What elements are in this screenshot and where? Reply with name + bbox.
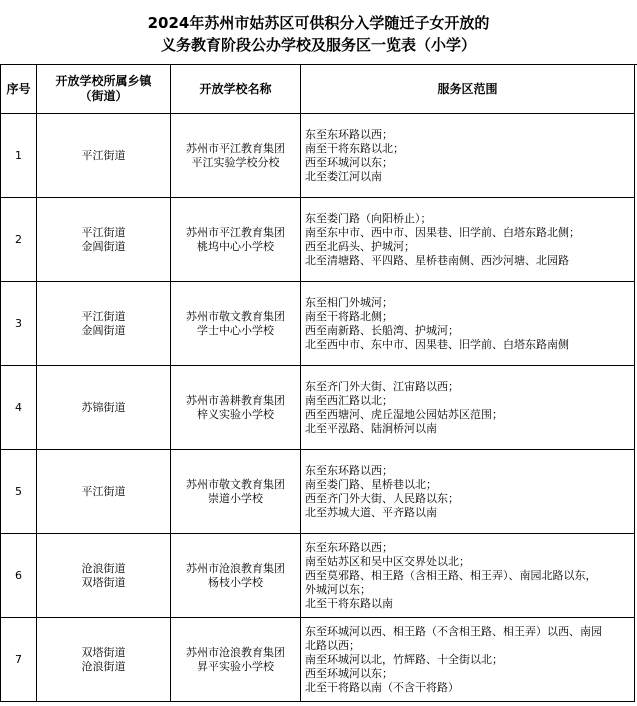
row-street xyxy=(37,450,171,534)
service-area-line: 东至环城河以西、相王路（不含相王路、相王弄）以西、南园 xyxy=(305,624,602,638)
school-name-line: 学士中心小学校 xyxy=(197,323,274,337)
row-index: 5 xyxy=(1,450,37,534)
row-index: 4 xyxy=(1,366,37,450)
service-area-line: 东至相门外城河； xyxy=(305,295,393,309)
row-street xyxy=(37,618,171,702)
service-area-line: 南至环城河以北，竹辉路、十全街以北； xyxy=(305,652,503,666)
school-name-line: 桃坞中心小学校 xyxy=(197,239,274,253)
table-row xyxy=(1,366,635,450)
header-index: 序号 xyxy=(1,65,37,114)
service-area-line: 西至北码头、护城河； xyxy=(305,239,415,253)
service-area-line: 北至干将路以南（不含干将路） xyxy=(305,680,459,694)
row-index: 7 xyxy=(1,618,37,702)
school-name-line: 平江实验学校分校 xyxy=(191,155,280,169)
table-row xyxy=(1,198,635,282)
header-street-label: 开放学校所属乡镇（街道） xyxy=(55,74,152,103)
school-name-line: 苏州市沧浪教育集团 xyxy=(186,645,285,659)
title-line-2: 义务教育阶段公办学校及服务区一览表（小学） xyxy=(160,36,476,54)
row-service-area xyxy=(301,114,635,198)
street-name: 平江街道 xyxy=(81,148,126,162)
row-service-area xyxy=(301,618,635,702)
service-area-line: 南至干将东路以北； xyxy=(305,141,404,155)
school-name-line: 苏州市平江教育集团 xyxy=(186,141,285,155)
row-street xyxy=(37,198,171,282)
header-row xyxy=(1,65,635,114)
school-table xyxy=(0,64,635,702)
service-area-line: 北至苏城大道、平齐路以南 xyxy=(305,505,437,519)
street-name: 金阊街道 xyxy=(81,323,126,337)
row-service-area xyxy=(301,282,635,366)
service-area-line: 北至西中市、东中市、因果巷、旧学前、白塔东路南侧 xyxy=(305,337,569,351)
service-area-line: 南至西汇路以北； xyxy=(305,393,393,407)
service-area-line: 东至娄门路（向阳桥止）； xyxy=(305,211,432,225)
service-area-line: 东至东环路以西； xyxy=(305,540,393,554)
service-area-line: 西至环城河以东； xyxy=(305,666,393,680)
school-name-line: 崇道小学校 xyxy=(208,491,263,505)
row-index: 1 xyxy=(1,114,37,198)
service-area-line: 北至娄江河以南 xyxy=(305,169,382,183)
row-school xyxy=(171,198,301,282)
row-service-area xyxy=(301,366,635,450)
title-line-1: 2024年苏州市姑苏区可供积分入学随迁子女开放的 xyxy=(147,14,490,32)
row-street xyxy=(37,114,171,198)
street-name: 沧浪街道 xyxy=(81,659,126,673)
school-name-line: 苏州市敬文教育集团 xyxy=(186,477,285,491)
street-name: 金阊街道 xyxy=(81,239,126,253)
service-area-line: 南至东中市、西中市、因果巷、旧学前、白塔东路北侧； xyxy=(305,225,580,239)
row-service-area xyxy=(301,198,635,282)
service-area-line: 北至清塘路、平四路、星桥巷南侧、西沙河塘、北园路 xyxy=(305,253,569,267)
service-area-line: 北至干将东路以南 xyxy=(305,596,393,610)
table-row xyxy=(1,450,635,534)
service-area-line: 西至环城河以东； xyxy=(305,155,393,169)
service-area-line: 南至姑苏区和吴中区交界处以北； xyxy=(305,554,470,568)
street-name: 双塔街道 xyxy=(81,575,126,589)
row-service-area xyxy=(301,450,635,534)
school-name-line: 苏州市善耕教育集团 xyxy=(186,393,285,407)
service-area-line: 东至齐门外大街、江宙路以西； xyxy=(305,379,459,393)
table-title xyxy=(0,0,637,65)
header-area: 服务区范围 xyxy=(301,65,635,114)
street-name: 平江街道 xyxy=(81,225,126,239)
header-street xyxy=(37,65,171,114)
school-name-line: 苏州市平江教育集团 xyxy=(186,225,285,239)
table-row xyxy=(1,114,635,198)
school-name-line: 杨枝小学校 xyxy=(208,575,263,589)
street-name: 平江街道 xyxy=(81,309,126,323)
service-area-line: 西至齐门外大街、人民路以东； xyxy=(305,491,459,505)
service-area-line: 北至平泓路、陆涧桥河以南 xyxy=(305,421,437,435)
service-area-line: 西至莫邪路、相王路（含相王路、相王弄）、南园北路以东， xyxy=(305,568,597,582)
street-name: 平江街道 xyxy=(81,484,126,498)
row-school xyxy=(171,282,301,366)
school-name-line: 梓义实验小学校 xyxy=(197,407,274,421)
row-service-area xyxy=(301,534,635,618)
table-row xyxy=(1,534,635,618)
service-area-line: 外城河以东； xyxy=(305,582,371,596)
street-name: 双塔街道 xyxy=(81,645,126,659)
table-row xyxy=(1,282,635,366)
service-area-line: 南至娄门路、星桥巷以北； xyxy=(305,477,437,491)
header-school: 开放学校名称 xyxy=(171,65,301,114)
service-area-line: 西至南新路、长船湾、护城河； xyxy=(305,323,459,337)
street-name: 苏锦街道 xyxy=(81,400,126,414)
row-school xyxy=(171,534,301,618)
school-name-line: 苏州市敬文教育集团 xyxy=(186,309,285,323)
row-school xyxy=(171,114,301,198)
row-street xyxy=(37,282,171,366)
row-index: 3 xyxy=(1,282,37,366)
row-street xyxy=(37,534,171,618)
row-index: 6 xyxy=(1,534,37,618)
street-name: 沧浪街道 xyxy=(81,561,126,575)
school-name-line: 苏州市沧浪教育集团 xyxy=(186,561,285,575)
row-school xyxy=(171,366,301,450)
service-area-line: 北路以西； xyxy=(305,638,360,652)
row-school xyxy=(171,618,301,702)
school-name-line: 昇平实验小学校 xyxy=(197,659,274,673)
table-row xyxy=(1,618,635,702)
service-area-line: 西至西塘河、虎丘湿地公园姑苏区范围； xyxy=(305,407,503,421)
row-school xyxy=(171,450,301,534)
service-area-line: 东至东环路以西； xyxy=(305,127,393,141)
row-street xyxy=(37,366,171,450)
service-area-line: 东至东环路以西； xyxy=(305,463,393,477)
row-index: 2 xyxy=(1,198,37,282)
service-area-line: 南至干将路北侧； xyxy=(305,309,393,323)
